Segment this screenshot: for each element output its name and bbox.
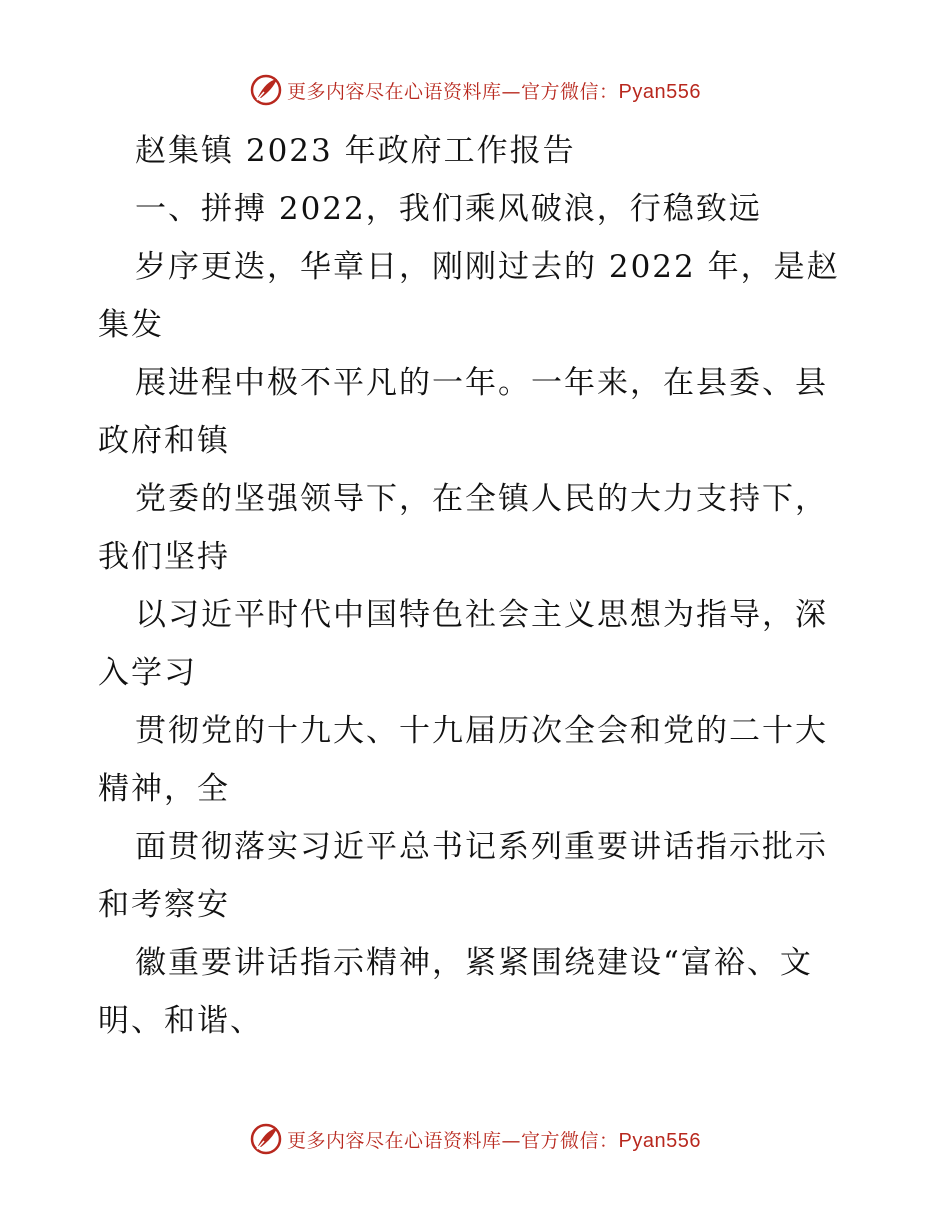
paragraph-line: 展进程中极不平凡的一年。一年来，在县委、县 — [135, 365, 828, 401]
paragraph-line: 党委的坚强领导下，在全镇人民的大力支持下， — [135, 481, 828, 517]
section-heading: 一、拼搏 2022，我们乘风破浪，行稳致远 — [135, 191, 762, 227]
paragraph-line: 面贯彻落实习近平总书记系列重要讲话指示批示 — [135, 829, 828, 865]
paragraph-line: 以习近平时代中国特色社会主义思想为指导，深 — [135, 597, 828, 633]
watermark-label: 更多内容尽在心语资料库—官方微信：Pyan556 — [287, 80, 701, 103]
document-body — [98, 122, 868, 1050]
paragraph-line: 明、和谐、 — [98, 1003, 263, 1039]
paragraph-line: 我们坚持 — [98, 539, 230, 575]
paragraph-line: 徽重要讲话指示精神，紧紧围绕建设“富裕、文 — [135, 945, 813, 981]
paragraph-line: 集发 — [98, 307, 164, 343]
footer-watermark — [0, 1119, 950, 1159]
feather-pen-logo-icon — [249, 73, 283, 107]
paragraph-line: 贯彻党的十九大、十九届历次全会和党的二十大 — [135, 713, 828, 749]
feather-pen-logo-icon — [249, 1122, 283, 1156]
paragraph-line: 和考察安 — [98, 887, 230, 923]
paragraph-line: 精神，全 — [98, 771, 230, 807]
header-watermark — [0, 70, 950, 110]
paragraph-line: 入学习 — [98, 655, 197, 691]
document-title: 赵集镇 2023 年政府工作报告 — [135, 133, 576, 169]
paragraph-line: 政府和镇 — [98, 423, 230, 459]
paragraph-line: 岁序更迭，华章日，刚刚过去的 2022 年，是赵 — [135, 249, 840, 285]
wechat-id: Pyan556 — [618, 80, 701, 103]
watermark-label: 更多内容尽在心语资料库—官方微信：Pyan556 — [287, 1129, 701, 1152]
wechat-id: Pyan556 — [618, 1129, 701, 1152]
